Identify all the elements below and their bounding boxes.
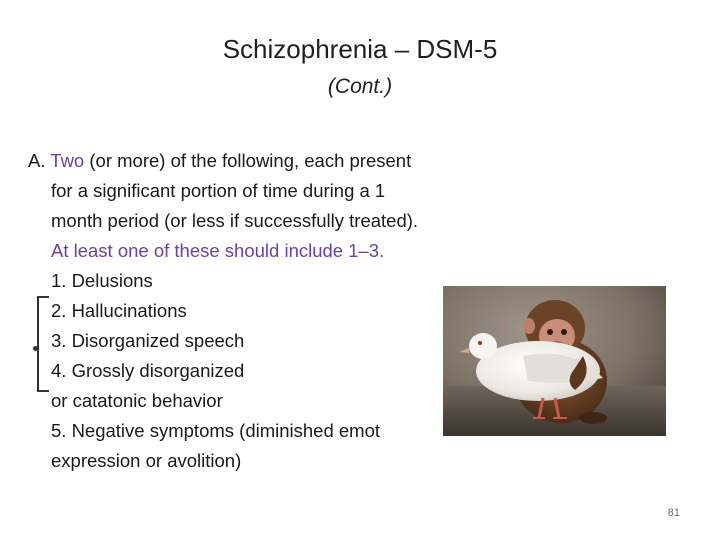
slide-subtitle: (Cont.) — [327, 75, 393, 98]
criterion-line: for a significant portion of time during a 1 — [51, 180, 386, 201]
symptom-item-hallucinations: 2. Hallucinations — [51, 300, 187, 321]
criterion-first-line — [28, 146, 498, 176]
symptom-item-delusions: 1. Delusions — [51, 270, 153, 291]
criterion-highlight-word: Two — [50, 150, 85, 171]
criterion-line: month period (or less if successfully treated). — [51, 210, 419, 231]
criterion-emphasis-line: At least one of these should include 1–3. — [51, 240, 385, 261]
criterion-marker: A. — [28, 150, 46, 171]
symptom-item-negative-symptoms-cont: expression or avolition) — [51, 450, 242, 471]
bracket-point-dot — [33, 346, 38, 351]
photo-monkey-hugging-white-dove-icon — [443, 286, 666, 436]
symptom-item-disorganized-behavior: 4. Grossly disorganized — [51, 360, 245, 381]
symptom-item-disorganized-speech: 3. Disorganized speech — [51, 330, 245, 351]
grouping-bracket — [37, 296, 49, 392]
page-number: 81 — [667, 507, 680, 519]
symptom-item-disorganized-behavior-cont: or catatonic behavior — [51, 390, 223, 411]
criterion-text — [28, 146, 498, 476]
slide-title: Schizophrenia – DSM-5 — [222, 34, 498, 64]
criterion-lead-text: (or more) of the following, each present — [84, 150, 412, 171]
symptom-item-negative-symptoms: 5. Negative symptoms (diminished emot — [51, 420, 381, 441]
